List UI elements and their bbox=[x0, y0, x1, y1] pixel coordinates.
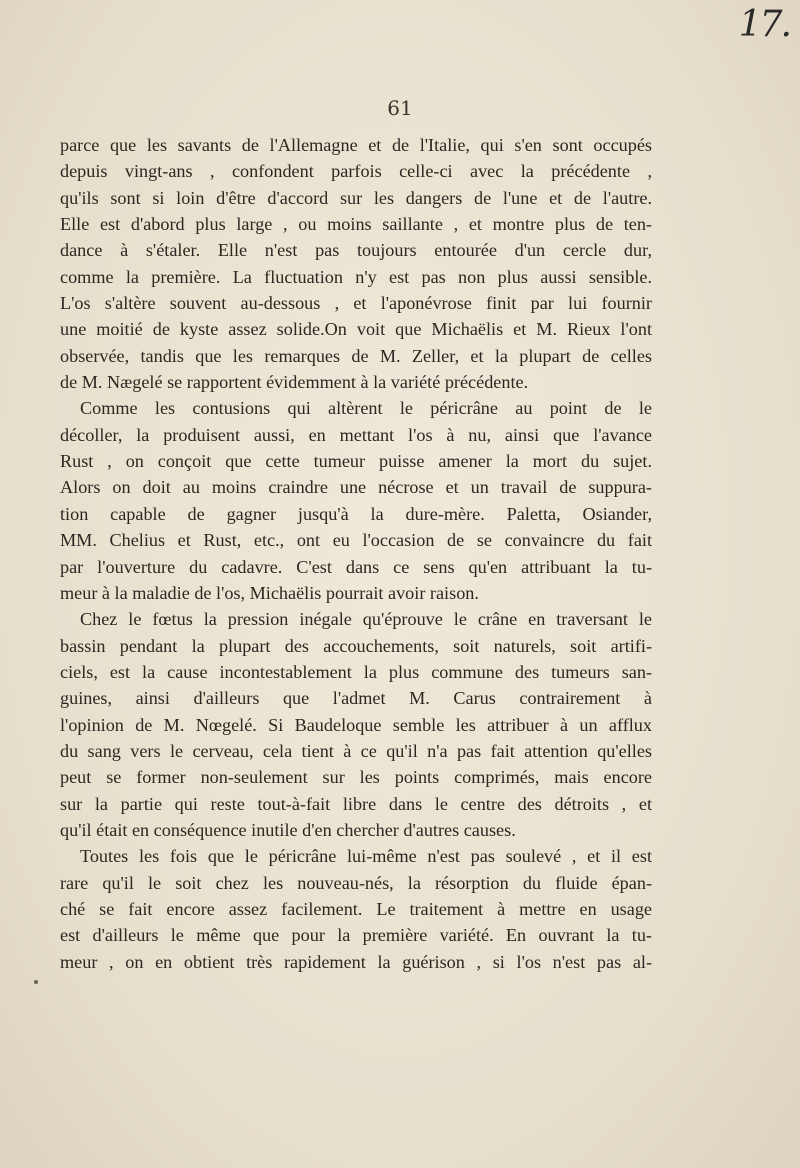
text-line: du sang vers le cerveau, cela tient à ce qu'il n'a pas fait attention qu'elles bbox=[60, 740, 652, 761]
text-line: dance à s'étaler. Elle n'est pas toujours entourée d'un cercle dur, bbox=[60, 240, 652, 261]
text-line: peut se former non-seulement sur les points comprimés, mais encore bbox=[60, 767, 652, 788]
text-line: Alors on doit au moins craindre une nécrose et un travail de suppura- bbox=[60, 477, 652, 498]
text-line: par l'ouverture du cadavre. C'est dans ce sens qu'en attribuant la tu- bbox=[60, 556, 652, 577]
margin-dot bbox=[34, 980, 38, 984]
text-line: sur la partie qui reste tout-à-fait libre dans le centre des détroits , et bbox=[60, 793, 652, 814]
text-line: l'opinion de M. Nœgelé. Si Baudeloque semble les attribuer à un afflux bbox=[60, 714, 652, 735]
text-line: rare qu'il le soit chez les nouveau-nés, la résorption du fluide épan- bbox=[60, 872, 652, 893]
text-line: Elle est d'abord plus large , ou moins saillante , et montre plus de ten- bbox=[60, 214, 652, 235]
text-line: qu'il était en conséquence inutile d'en chercher d'autres causes. bbox=[60, 819, 516, 840]
text-line: meur , on en obtient très rapidement la guérison , si l'os n'est pas al- bbox=[60, 951, 652, 972]
text-line: bassin pendant la plupart des accouchements, soit naturels, soit artifi- bbox=[60, 635, 652, 656]
page-number: 61 bbox=[387, 96, 413, 120]
text-line: comme la première. La fluctuation n'y est pas non plus aussi sensible. bbox=[60, 266, 652, 287]
text-line: ché se fait encore assez facilement. Le traitement à mettre en usage bbox=[60, 898, 652, 919]
text-line: L'os s'altère souvent au-dessous , et l'aponévrose finit par lui fournir bbox=[60, 293, 652, 314]
text-line: depuis vingt-ans , confondent parfois celle-ci avec la précédente , bbox=[60, 161, 652, 182]
text-line: Rust , on conçoit que cette tumeur puisse amener la mort du sujet. bbox=[60, 451, 652, 472]
handwritten-folio-mark: 17. bbox=[738, 4, 790, 45]
text-line: ciels, est la cause incontestablement la plus commune des tumeurs san- bbox=[60, 661, 652, 682]
text-line: Toutes les fois que le péricrâne lui-même n'est pas soulevé , et il est bbox=[80, 846, 652, 867]
text-line: Comme les contusions qui altèrent le péricrâne au point de le bbox=[80, 398, 652, 419]
text-line: une moitié de kyste assez solide.On voit que Michaëlis et M. Rieux l'ont bbox=[60, 319, 652, 340]
text-line: tion capable de gagner jusqu'à la dure-mère. Paletta, Osiander, bbox=[60, 503, 652, 524]
text-line: parce que les savants de l'Allemagne et de l'Italie, qui s'en sont occupés bbox=[60, 135, 652, 155]
text-line: observée, tandis que les remarques de M. Zeller, et la plupart de celles bbox=[60, 345, 652, 366]
text-line: de M. Nægelé se rapportent évidemment à la variété précédente. bbox=[60, 372, 529, 393]
text-line: qu'ils sont si loin d'être d'accord sur les dangers de l'une et de l'autre. bbox=[60, 187, 652, 208]
text-line: meur à la maladie de l'os, Michaëlis pourrait avoir raison. bbox=[60, 582, 479, 603]
text-line: décoller, la produisent aussi, en mettant l'os à nu, ainsi que l'avance bbox=[60, 424, 652, 445]
body-text bbox=[60, 132, 652, 975]
text-line: guines, ainsi d'ailleurs que l'admet M. Carus contrairement à bbox=[60, 688, 652, 709]
text-line: Chez le fœtus la pression inégale qu'éprouve le crâne en traversant le bbox=[80, 609, 652, 630]
text-line: MM. Chelius et Rust, etc., ont eu l'occasion de se convaincre du fait bbox=[60, 530, 652, 551]
text-line: est d'ailleurs le même que pour la première variété. En ouvrant la tu- bbox=[60, 925, 652, 946]
